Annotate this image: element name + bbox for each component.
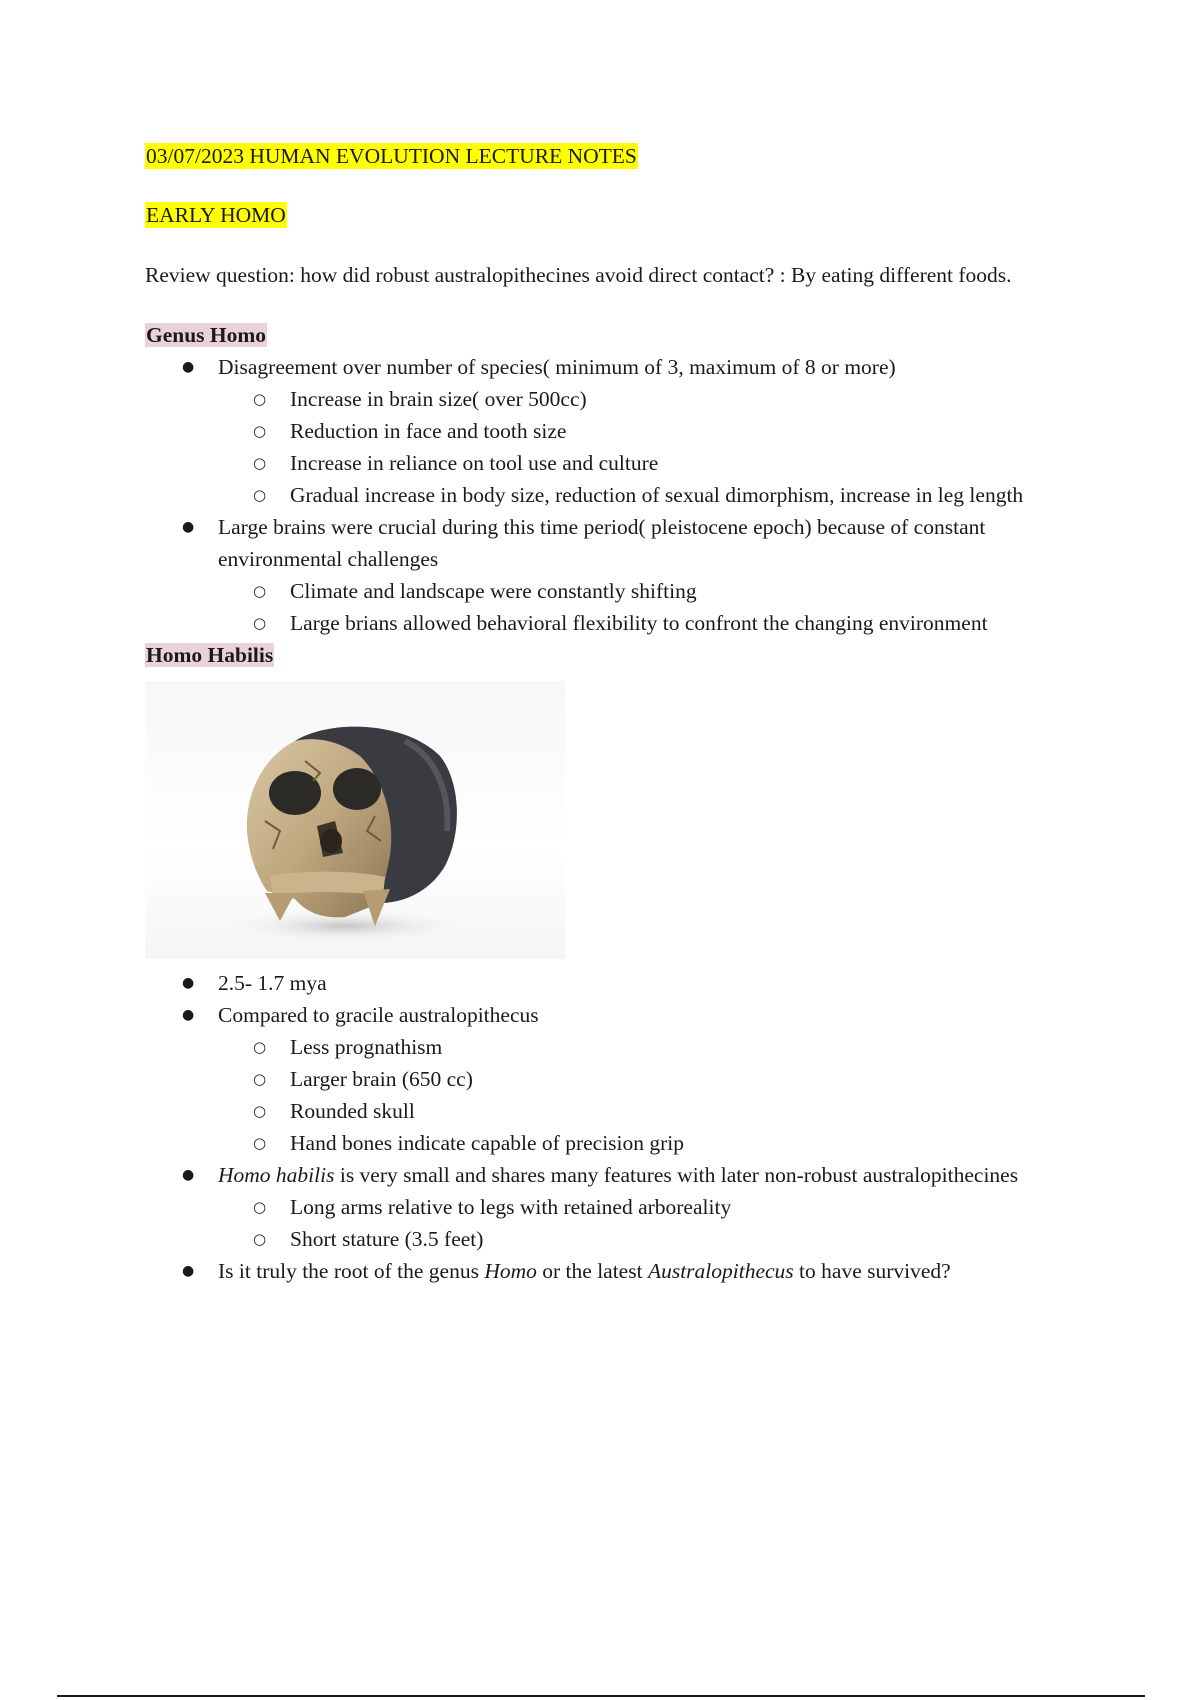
skull-image: [145, 681, 565, 959]
list-item-text: or the latest: [536, 1259, 648, 1283]
list-item: ● 2.5- 1.7 mya: [145, 967, 1105, 999]
genus-name-italic: Australopithecus: [647, 1259, 794, 1283]
list-item: ○ Hand bones indicate capable of precision grip: [145, 1127, 1105, 1159]
review-question: Review question: how did robust australopithecines avoid direct contact? : By eating different foods.: [145, 263, 1012, 287]
genus-homo-list: [145, 351, 1105, 639]
genus-name-italic: Homo: [484, 1259, 537, 1283]
genus-heading-line: [145, 319, 1105, 351]
skull-illustration: [145, 681, 565, 959]
list-item: ○ Larger brain (650 cc): [145, 1063, 1105, 1095]
genus-homo-heading: Genus Homo: [146, 323, 267, 347]
list-item: ○ Increase in brain size( over 500cc): [145, 383, 1105, 415]
list-item: [145, 1255, 1105, 1287]
list-item: ○ Climate and landscape were constantly shifting: [145, 575, 1105, 607]
document-title: 03/07/2023 HUMAN EVOLUTION LECTURE NOTES: [146, 144, 637, 168]
list-item: ○ Increase in reliance on tool use and culture: [145, 447, 1105, 479]
list-item: ○ Rounded skull: [145, 1095, 1105, 1127]
document-subtitle: EARLY HOMO: [146, 203, 286, 227]
list-item: ○ Gradual increase in body size, reduction of sexual dimorphism, increase in leg length: [145, 479, 1105, 511]
list-item: ● Disagreement over number of species( minimum of 3, maximum of 8 or more): [145, 351, 1105, 383]
list-item: [145, 1159, 1105, 1191]
document-page: [145, 140, 1105, 1287]
list-item-text: to have survived?: [793, 1259, 951, 1283]
list-item-text: is very small and shares many features with later non-robust australopithecines: [334, 1163, 1019, 1187]
homo-habilis-list: [145, 967, 1105, 1287]
title-line: [145, 140, 1105, 172]
list-item: ● Large brains were crucial during this time period( pleistocene epoch) because of constant environmental challenges: [145, 511, 1105, 575]
page-bottom-rule: [57, 1695, 1145, 1697]
habilis-heading-line: [145, 639, 1105, 671]
list-item-text: Is it truly the root of the genus: [218, 1259, 485, 1283]
list-item: ○ Less prognathism: [145, 1031, 1105, 1063]
list-item: ○ Large brians allowed behavioral flexibility to confront the changing environment: [145, 607, 1105, 639]
subtitle-line: [145, 199, 1105, 231]
species-name-italic: Homo habilis: [218, 1163, 335, 1187]
list-item: ○ Short stature (3.5 feet): [145, 1223, 1105, 1255]
list-item: ● Compared to gracile australopithecus: [145, 999, 1105, 1031]
homo-habilis-heading: Homo Habilis: [146, 643, 274, 667]
list-item: ○ Long arms relative to legs with retained arboreality: [145, 1191, 1105, 1223]
list-item: ○ Reduction in face and tooth size: [145, 415, 1105, 447]
